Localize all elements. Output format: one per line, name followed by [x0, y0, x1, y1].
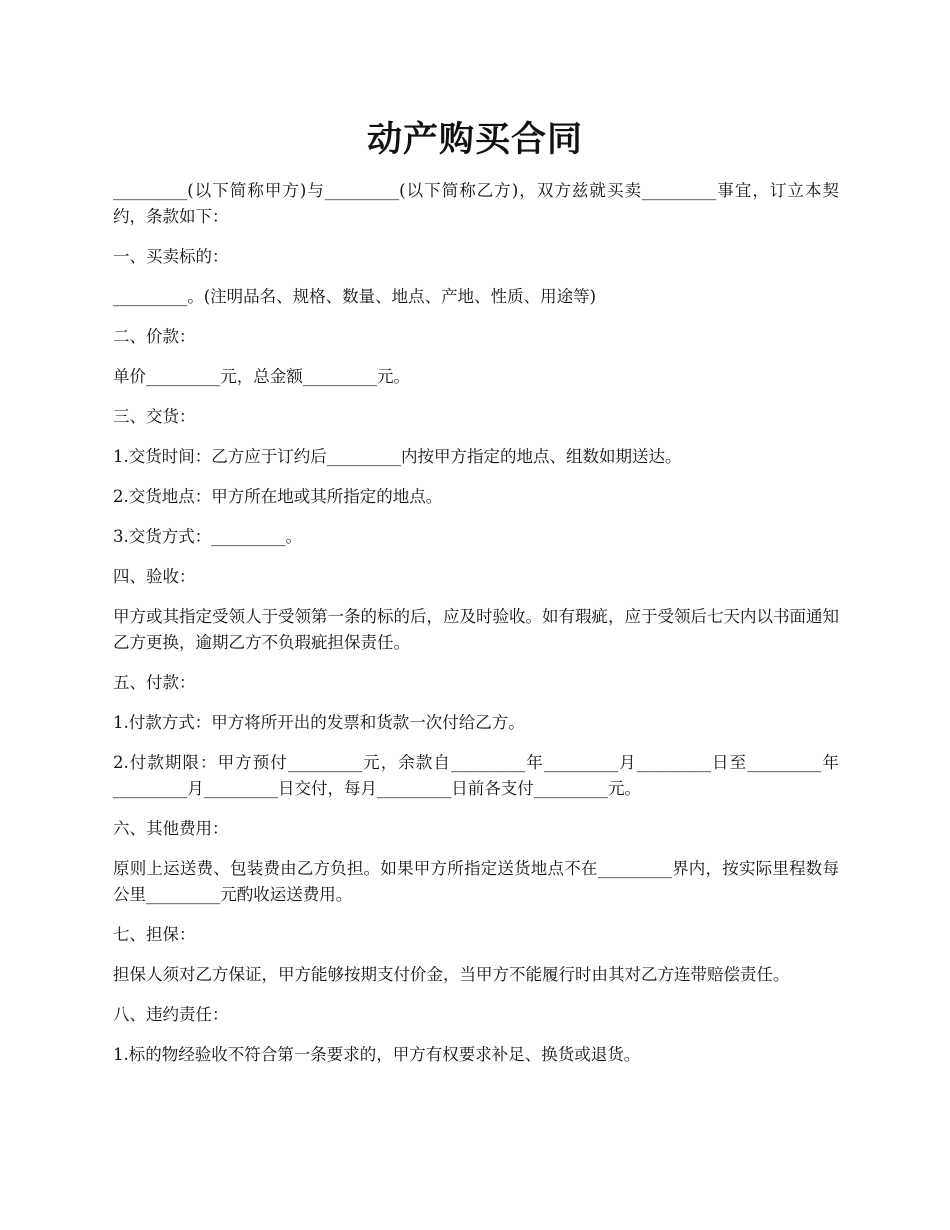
payment-method-paragraph: 1.付款方式：甲方将所开出的发票和货款一次付给乙方。 — [113, 713, 525, 732]
guarantee-paragraph: 担保人须对乙方保证，甲方能够按期支付价金，当甲方不能履行时由其对乙方连带赔偿责任。 — [113, 965, 790, 984]
section-heading-payment: 五、付款： — [113, 673, 196, 692]
section-heading-liability: 八、违约责任： — [113, 1005, 229, 1024]
section-heading-other-fees: 六、其他费用： — [113, 819, 229, 838]
section-heading-subject: 一、买卖标的： — [113, 247, 229, 266]
inspection-paragraph: 甲方或其指定受领人于受领第一条的标的后，应及时验收。如有瑕疵，应于受领后七天内以书面通知乙方更换，逾期乙方不负瑕疵担保责任。 — [113, 607, 839, 652]
delivery-method-paragraph: 3.交货方式：_________。 — [113, 527, 302, 546]
delivery-time-paragraph: 1.交货时间：乙方应于订约后_________内按甲方指定的地点、组数如期送达。 — [113, 447, 682, 466]
payment-term-paragraph: 2.付款期限：甲方预付_________元，余款自_________年_________月_________日至_________年_________月_________日交付，每月_________日前各支付_________元。 — [113, 753, 839, 798]
section-heading-delivery: 三、交货： — [113, 407, 196, 426]
other-fees-paragraph: 原则上运送费、包装费由乙方负担。如果甲方所指定送货地点不在_________界内，按实际里程数每公里_________元酌收运送费用。 — [113, 859, 839, 904]
subject-paragraph: _________。(注明品名、规格、数量、地点、产地、性质、用途等) — [113, 287, 597, 306]
document-title: 动产购买合同 — [366, 119, 583, 160]
section-heading-price: 二、价款： — [113, 327, 196, 346]
liability-paragraph: 1.标的物经验收不符合第一条要求的，甲方有权要求补足、换货或退货。 — [113, 1045, 641, 1064]
intro-paragraph: _________(以下简称甲方)与_________(以下简称乙方)，双方兹就买卖_________事宜，订立本契约，条款如下： — [113, 181, 839, 226]
section-heading-inspection: 四、验收： — [113, 567, 196, 586]
delivery-location-paragraph: 2.交货地点：甲方所在地或其所指定的地点。 — [113, 487, 443, 506]
price-paragraph: 单价_________元，总金额_________元。 — [113, 367, 410, 386]
section-heading-guarantee: 七、担保： — [113, 925, 196, 944]
document-body — [113, 178, 839, 1082]
